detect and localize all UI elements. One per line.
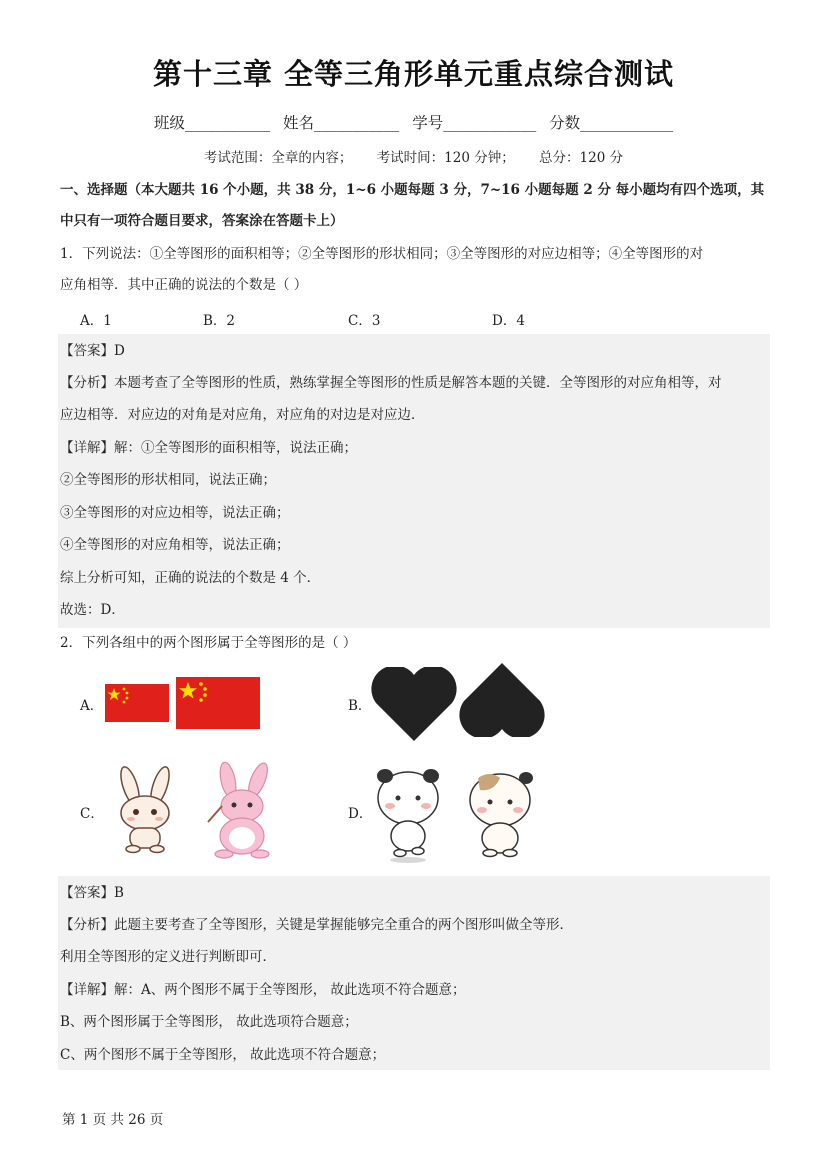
bear-image-left bbox=[372, 762, 444, 864]
small-flag-image bbox=[105, 684, 169, 722]
q1-answer: 【答案】D bbox=[60, 343, 125, 359]
rabbit-image-pink bbox=[198, 760, 286, 860]
student-info-line bbox=[0, 111, 827, 133]
section-heading-line1: 一、选择题（本大题共 16 个小题，共 38 分，1~6 小题每题 3 分，7~16 小题每题 2 分 每小题均有四个选项，其 bbox=[60, 182, 765, 198]
q1-stem-line1: 1．下列说法：①全等图形的面积相等；②全等图形的形状相同；③全等图形的对应边相等；④全等图形的对 bbox=[60, 246, 704, 262]
q1-option-a: A．1 bbox=[80, 313, 112, 329]
q2-label-b: B． bbox=[348, 698, 372, 714]
q1-detail-line5: 综上分析可知，正确的说法的个数是 4 个． bbox=[60, 570, 321, 586]
q2-label-d: D． bbox=[348, 806, 373, 822]
large-flag-image bbox=[176, 677, 260, 729]
exam-time: 考试时间：120 分钟； bbox=[376, 150, 515, 166]
heart-image-upright bbox=[370, 667, 458, 743]
q1-detail-line6: 故选：D． bbox=[60, 602, 125, 618]
page-footer: 第 1 页 共 26 页 bbox=[62, 1112, 164, 1128]
exam-total: 总分：120 分 bbox=[539, 150, 624, 166]
q1-stem-line2: 应角相等．其中正确的说法的个数是（ ） bbox=[60, 277, 308, 293]
q2-detail-line2: B、两个图形属于全等图形， 故此选项符合题意； bbox=[60, 1014, 358, 1030]
section-heading-line2: 中只有一项符合题目要求，答案涂在答题卡上） bbox=[60, 213, 344, 229]
q1-detail-line3: ③全等图形的对应边相等，说法正确； bbox=[60, 505, 290, 521]
q1-detail-line4: ④全等图形的对应角相等，说法正确； bbox=[60, 537, 290, 553]
number-field: 学号____________ bbox=[412, 114, 537, 132]
heart-image-inverted bbox=[458, 661, 546, 737]
q1-option-c: C．3 bbox=[348, 313, 381, 329]
name-field: 姓名___________ bbox=[283, 114, 400, 132]
class-field: 班级___________ bbox=[153, 114, 271, 132]
q2-detail-line1: 【详解】解：A、两个图形不属于全等图形， 故此选项不符合题意； bbox=[60, 982, 466, 998]
q2-solution-box bbox=[58, 876, 770, 1070]
q1-option-d: D．4 bbox=[492, 313, 525, 329]
q2-label-a: A． bbox=[80, 698, 104, 714]
score-field: 分数____________ bbox=[549, 114, 674, 132]
q1-detail-line2: ②全等图形的形状相同，说法正确； bbox=[60, 472, 276, 488]
q1-detail-line1: 【详解】解：①全等图形的面积相等，说法正确； bbox=[60, 440, 357, 456]
q1-analysis-line2: 应边相等．对应边的对角是对应角，对应角的对边是对应边． bbox=[60, 407, 425, 423]
q2-analysis-line2: 利用全等图形的定义进行判断即可． bbox=[60, 949, 276, 965]
q1-analysis-line1: 【分析】本题考查了全等图形的性质，熟练掌握全等图形的性质是解答本题的关键．全等图形的对应角相等，对 bbox=[60, 375, 722, 391]
q2-stem: 2．下列各组中的两个图形属于全等图形的是（ ） bbox=[60, 635, 357, 651]
q2-analysis-line1: 【分析】此题主要考查了全等图形，关键是掌握能够完全重合的两个图形叫做全等形． bbox=[60, 917, 573, 933]
q1-option-b: B．2 bbox=[203, 313, 236, 329]
rabbit-image-plain bbox=[104, 764, 186, 854]
q2-detail-line3: C、两个图形不属于全等图形， 故此选项不符合题意； bbox=[60, 1047, 386, 1063]
q2-answer: 【答案】B bbox=[60, 885, 124, 901]
q2-label-c: C． bbox=[80, 806, 104, 822]
exam-range: 考试范围：全章的内容； bbox=[203, 150, 353, 166]
page-title: 第十三章 全等三角形单元重点综合测试 bbox=[152, 57, 675, 91]
bear-image-right bbox=[460, 762, 536, 858]
exam-info-line bbox=[0, 146, 827, 166]
